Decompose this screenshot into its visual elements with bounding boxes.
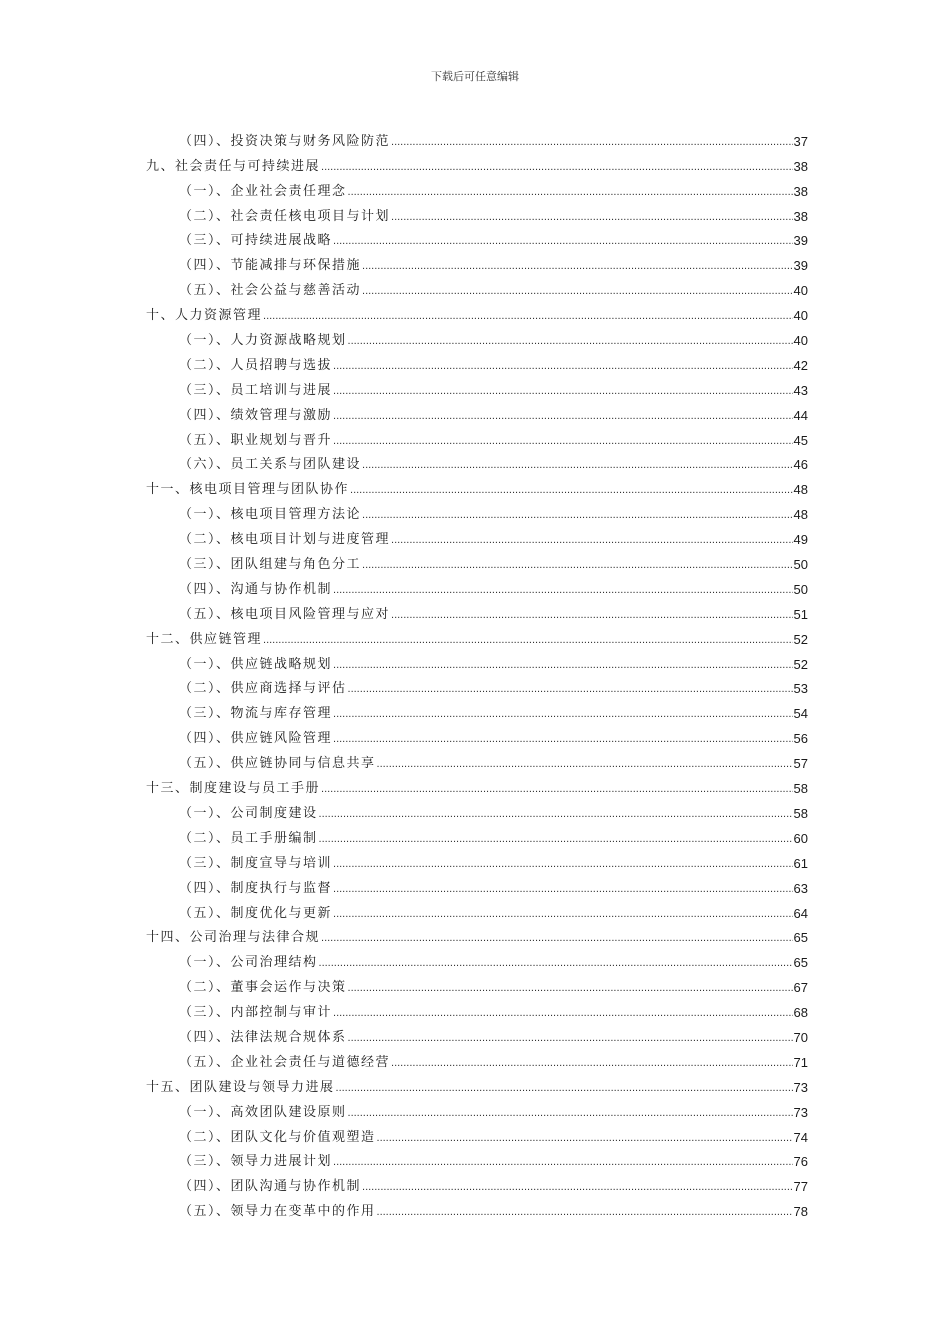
toc-entry-title: （四）、投资决策与财务风险防范 <box>179 133 391 149</box>
toc-page-number: 40 <box>793 308 808 324</box>
toc-dot-leader <box>348 185 793 201</box>
toc-entry-title: 十一、核电项目管理与团队协作 <box>146 482 350 498</box>
toc-page-number: 43 <box>793 382 808 398</box>
toc-section-entry[interactable] <box>146 698 808 723</box>
toc-entry-title: （一）、公司治理结构 <box>179 955 318 971</box>
toc-chapter-entry[interactable] <box>146 300 808 325</box>
toc-section-entry[interactable] <box>146 873 808 898</box>
toc-page-number: 49 <box>793 532 808 548</box>
toc-dot-leader <box>348 334 793 350</box>
toc-dot-leader <box>362 558 793 574</box>
toc-section-entry[interactable] <box>146 574 808 599</box>
toc-entry-title: （一）、人力资源战略规划 <box>179 333 347 349</box>
toc-section-entry[interactable] <box>146 1097 808 1122</box>
toc-entry-title: （五）、制度优化与更新 <box>179 905 333 921</box>
toc-entry-title: （四）、节能减排与环保措施 <box>179 258 362 274</box>
toc-dot-leader <box>333 658 793 674</box>
toc-entry-title: 十、人力资源管理 <box>146 308 263 324</box>
toc-section-entry[interactable] <box>146 375 808 400</box>
toc-page-number: 40 <box>793 283 808 299</box>
toc-page-number: 57 <box>793 756 808 772</box>
toc-dot-leader <box>333 882 793 898</box>
toc-entry-title: （三）、领导力进展计划 <box>179 1154 333 1170</box>
toc-entry-title: （五）、企业社会责任与道德经营 <box>179 1054 391 1070</box>
toc-dot-leader <box>321 160 793 176</box>
toc-page-number: 40 <box>793 333 808 349</box>
toc-dot-leader <box>377 757 793 773</box>
toc-section-entry[interactable] <box>146 549 808 574</box>
toc-entry-title: （二）、团队文化与价值观塑造 <box>179 1129 376 1145</box>
toc-entry-title: （五）、供应链协同与信息共享 <box>179 756 376 772</box>
toc-entry-title: （六）、员工关系与团队建设 <box>179 457 362 473</box>
toc-dot-leader <box>333 1006 793 1022</box>
toc-entry-title: （二）、社会责任核电项目与计划 <box>179 208 391 224</box>
toc-entry-title: （一）、高效团队建设原则 <box>179 1104 347 1120</box>
toc-section-entry[interactable] <box>146 176 808 201</box>
toc-page-number: 56 <box>793 731 808 747</box>
toc-entry-title: （四）、法律法规合规体系 <box>179 1029 347 1045</box>
toc-section-entry[interactable] <box>146 1196 808 1221</box>
toc-section-entry[interactable] <box>146 997 808 1022</box>
table-of-contents <box>146 126 808 1221</box>
toc-dot-leader <box>391 608 793 624</box>
toc-entry-title: （四）、供应链风险管理 <box>179 731 333 747</box>
toc-dot-leader <box>333 359 793 375</box>
toc-dot-leader <box>333 707 793 723</box>
toc-page-number: 37 <box>793 133 808 149</box>
toc-section-entry[interactable] <box>146 226 808 251</box>
toc-dot-leader <box>377 1131 793 1147</box>
toc-page-number: 74 <box>793 1129 808 1145</box>
toc-page-number: 38 <box>793 158 808 174</box>
toc-entry-title: （一）、企业社会责任理念 <box>179 183 347 199</box>
toc-page-number: 52 <box>793 656 808 672</box>
toc-dot-leader <box>333 857 793 873</box>
toc-section-entry[interactable] <box>146 400 808 425</box>
toc-dot-leader <box>333 409 793 425</box>
toc-chapter-entry[interactable] <box>146 1072 808 1097</box>
toc-page-number: 78 <box>793 1204 808 1220</box>
toc-page-number: 73 <box>793 1104 808 1120</box>
toc-dot-leader <box>348 682 793 698</box>
toc-section-entry[interactable] <box>146 823 808 848</box>
toc-section-entry[interactable] <box>146 649 808 674</box>
toc-page-number: 58 <box>793 805 808 821</box>
toc-dot-leader <box>362 458 793 474</box>
toc-dot-leader <box>333 732 793 748</box>
toc-entry-title: （五）、领导力在变革中的作用 <box>179 1204 376 1220</box>
toc-dot-leader <box>391 135 793 151</box>
toc-entry-title: （三）、员工培训与进展 <box>179 382 333 398</box>
toc-dot-leader <box>263 309 793 325</box>
toc-page-number: 48 <box>793 507 808 523</box>
toc-page-number: 44 <box>793 407 808 423</box>
toc-page-number: 38 <box>793 183 808 199</box>
toc-section-entry[interactable] <box>146 350 808 375</box>
toc-entry-title: （四）、团队沟通与协作机制 <box>179 1179 362 1195</box>
toc-dot-leader <box>333 1155 793 1171</box>
toc-page-number: 50 <box>793 557 808 573</box>
toc-entry-title: （二）、人员招聘与选拔 <box>179 357 333 373</box>
toc-page-number: 58 <box>793 781 808 797</box>
toc-page-number: 71 <box>793 1054 808 1070</box>
toc-chapter-entry[interactable] <box>146 624 808 649</box>
toc-page-number: 61 <box>793 855 808 871</box>
toc-page-number: 65 <box>793 930 808 946</box>
toc-dot-leader <box>348 1106 793 1122</box>
toc-entry-title: （四）、制度执行与监督 <box>179 880 333 896</box>
toc-page-number: 70 <box>793 1029 808 1045</box>
toc-section-entry[interactable] <box>146 972 808 997</box>
toc-page-number: 46 <box>793 457 808 473</box>
toc-entry-title: 十四、公司治理与法律合规 <box>146 930 321 946</box>
toc-page-number: 73 <box>793 1079 808 1095</box>
toc-section-entry[interactable] <box>146 275 808 300</box>
toc-dot-leader <box>321 782 793 798</box>
toc-section-entry[interactable] <box>146 798 808 823</box>
toc-dot-leader <box>391 533 793 549</box>
toc-entry-title: （二）、员工手册编制 <box>179 830 318 846</box>
toc-dot-leader <box>333 583 793 599</box>
toc-page-number: 67 <box>793 980 808 996</box>
toc-chapter-entry[interactable] <box>146 151 808 176</box>
toc-dot-leader <box>319 956 793 972</box>
toc-dot-leader <box>333 384 793 400</box>
toc-dot-leader <box>333 434 793 450</box>
toc-section-entry[interactable] <box>146 947 808 972</box>
toc-entry-title: （四）、沟通与协作机制 <box>179 581 333 597</box>
toc-entry-title: （三）、物流与库存管理 <box>179 706 333 722</box>
toc-dot-leader <box>362 1180 793 1196</box>
toc-page-number: 76 <box>793 1154 808 1170</box>
toc-dot-leader <box>333 234 793 250</box>
toc-entry-title: （一）、公司制度建设 <box>179 805 318 821</box>
toc-dot-leader <box>348 1031 793 1047</box>
toc-section-entry[interactable] <box>146 201 808 226</box>
toc-page-number: 68 <box>793 1005 808 1021</box>
toc-dot-leader <box>263 633 793 649</box>
toc-entry-title: 十三、制度建设与员工手册 <box>146 781 321 797</box>
toc-section-entry[interactable] <box>146 898 808 923</box>
toc-dot-leader <box>377 1205 793 1221</box>
toc-page-number: 39 <box>793 233 808 249</box>
toc-entry-title: （三）、制度宣导与培训 <box>179 855 333 871</box>
toc-section-entry[interactable] <box>146 674 808 699</box>
toc-dot-leader <box>350 483 793 499</box>
toc-section-entry[interactable] <box>146 325 808 350</box>
toc-section-entry[interactable] <box>146 599 808 624</box>
toc-section-entry[interactable] <box>146 1147 808 1172</box>
toc-section-entry[interactable] <box>146 126 808 151</box>
toc-page-number: 65 <box>793 955 808 971</box>
toc-page-number: 60 <box>793 830 808 846</box>
toc-entry-title: （一）、核电项目管理方法论 <box>179 507 362 523</box>
toc-page-number: 45 <box>793 432 808 448</box>
toc-dot-leader <box>348 981 793 997</box>
toc-page-number: 48 <box>793 482 808 498</box>
toc-section-entry[interactable] <box>146 1047 808 1072</box>
toc-section-entry[interactable] <box>146 499 808 524</box>
toc-entry-title: （三）、内部控制与审计 <box>179 1005 333 1021</box>
toc-section-entry[interactable] <box>146 748 808 773</box>
toc-dot-leader <box>319 807 793 823</box>
toc-page-number: 54 <box>793 706 808 722</box>
toc-entry-title: 十五、团队建设与领导力进展 <box>146 1079 335 1095</box>
toc-page-number: 39 <box>793 258 808 274</box>
toc-entry-title: 九、社会责任与可持续进展 <box>146 158 321 174</box>
toc-section-entry[interactable] <box>146 425 808 450</box>
toc-chapter-entry[interactable] <box>146 474 808 499</box>
toc-section-entry[interactable] <box>146 1171 808 1196</box>
toc-chapter-entry[interactable] <box>146 773 808 798</box>
toc-dot-leader <box>336 1081 793 1097</box>
page-header: 下载后可任意编辑 <box>431 70 519 83</box>
toc-entry-title: （一）、供应链战略规划 <box>179 656 333 672</box>
toc-chapter-entry[interactable] <box>146 923 808 948</box>
toc-page-number: 50 <box>793 581 808 597</box>
toc-page-number: 51 <box>793 606 808 622</box>
toc-dot-leader <box>321 931 793 947</box>
toc-entry-title: （二）、供应商选择与评估 <box>179 681 347 697</box>
toc-dot-leader <box>319 832 793 848</box>
toc-section-entry[interactable] <box>146 723 808 748</box>
toc-section-entry[interactable] <box>146 1122 808 1147</box>
toc-entry-title: 十二、供应链管理 <box>146 631 263 647</box>
toc-entry-title: （五）、社会公益与慈善活动 <box>179 283 362 299</box>
toc-page-number: 52 <box>793 631 808 647</box>
toc-page-number: 42 <box>793 357 808 373</box>
toc-entry-title: （四）、绩效管理与激励 <box>179 407 333 423</box>
toc-dot-leader <box>362 508 793 524</box>
toc-entry-title: （五）、核电项目风险管理与应对 <box>179 606 391 622</box>
toc-entry-title: （二）、核电项目计划与进度管理 <box>179 532 391 548</box>
toc-dot-leader <box>391 1056 793 1072</box>
toc-page-number: 77 <box>793 1179 808 1195</box>
toc-page-number: 63 <box>793 880 808 896</box>
toc-section-entry[interactable] <box>146 1022 808 1047</box>
toc-section-entry[interactable] <box>146 524 808 549</box>
toc-entry-title: （三）、可持续进展战略 <box>179 233 333 249</box>
toc-page-number: 53 <box>793 681 808 697</box>
toc-dot-leader <box>362 284 793 300</box>
toc-entry-title: （五）、职业规划与晋升 <box>179 432 333 448</box>
toc-entry-title: （二）、董事会运作与决策 <box>179 980 347 996</box>
toc-dot-leader <box>391 210 793 226</box>
toc-dot-leader <box>333 907 793 923</box>
toc-entry-title: （三）、团队组建与角色分工 <box>179 557 362 573</box>
toc-section-entry[interactable] <box>146 250 808 275</box>
toc-dot-leader <box>362 259 793 275</box>
toc-page-number: 38 <box>793 208 808 224</box>
toc-section-entry[interactable] <box>146 450 808 475</box>
toc-page-number: 64 <box>793 905 808 921</box>
toc-section-entry[interactable] <box>146 848 808 873</box>
